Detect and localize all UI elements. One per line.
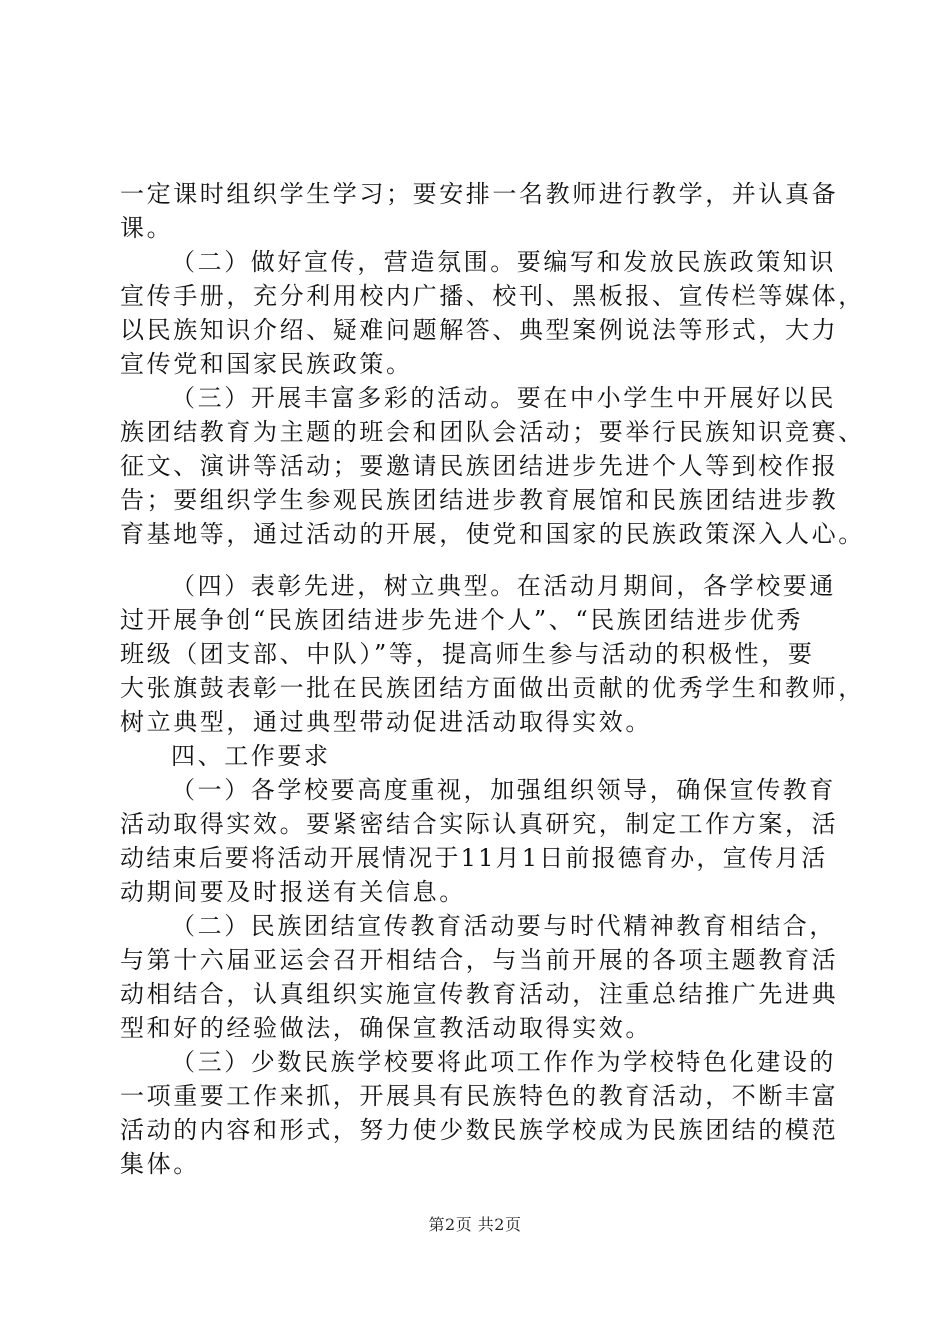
paragraph-heading-line: （三）少数民族学校要将此项工作作为学校特色化建设的 [171, 1048, 836, 1076]
text-line: 课。 [120, 214, 174, 242]
text-line: 集体。 [120, 1150, 200, 1178]
text-line: 以民族知识介绍、疑难问题解答、典型案例说法等形式，大力 [120, 316, 839, 344]
paragraph-heading-line: （二）民族团结宣传教育活动要与时代精神教育相结合， [171, 912, 836, 940]
text-line: 告；要组织学生参观民族团结进步教育展馆和民族团结进步教 [120, 486, 839, 514]
text-line: 大张旗鼓表彰一批在民族团结方面做出贡献的优秀学生和教师， [120, 674, 865, 702]
text-line: 一定课时组织学生学习；要安排一名教师进行教学，并认真备 [120, 180, 839, 208]
text-line: 育基地等，通过活动的开展，使党和国家的民族政策深入人心。 [120, 520, 865, 548]
page-footer: 第2页 共2页 [428, 1215, 522, 1234]
text-line: 宣传手册，充分利用校内广播、校刊、黑板报、宣传栏等媒体， [120, 282, 865, 310]
text-line: 活动取得实效。要紧密结合实际认真研究，制定工作方案，活 [120, 810, 839, 838]
paragraph-heading-line: （三）开展丰富多彩的活动。要在中小学生中开展好以民 [171, 384, 836, 412]
text-line: 班级（团支部、中队）”等，提高师生参与活动的积极性，要 [120, 640, 815, 668]
text-line: 与第十六届亚运会召开相结合，与当前开展的各项主题教育活 [120, 946, 839, 974]
text-line: 征文、演讲等活动；要邀请民族团结进步先进个人等到校作报 [120, 452, 839, 480]
text-line: 活动的内容和形式，努力使少数民族学校成为民族团结的模范 [120, 1116, 839, 1144]
text-line: 过开展争创“民族团结进步先进个人”、“民族团结进步优秀 [120, 606, 804, 634]
paragraph-heading-line: （四）表彰先进，树立典型。在活动月期间，各学校要通 [171, 572, 836, 600]
text-line: 树立典型，通过典型带动促进活动取得实效。 [120, 708, 652, 736]
paragraph-heading-line: （二）做好宣传，营造氛围。要编写和发放民族政策知识 [171, 248, 836, 276]
text-line: 动相结合，认真组织实施宣传教育活动，注重总结推广先进典 [120, 980, 839, 1008]
text-line: 宣传党和国家民族政策。 [120, 350, 413, 378]
text-line: 型和好的经验做法，确保宣教活动取得实效。 [120, 1014, 652, 1042]
section-heading: 四、工作要求 [171, 742, 331, 770]
text-line: 动期间要及时报送有关信息。 [120, 878, 466, 906]
text-line: 动结束后要将活动开展情况于11月1日前报德育办，宣传月活 [120, 844, 828, 872]
text-line: 一项重要工作来抓，开展具有民族特色的教育活动，不断丰富 [120, 1082, 839, 1110]
text-line: 族团结教育为主题的班会和团队会活动；要举行民族知识竞赛、 [120, 418, 865, 446]
paragraph-heading-line: （一）各学校要高度重视，加强组织领导，确保宣传教育 [171, 776, 836, 804]
